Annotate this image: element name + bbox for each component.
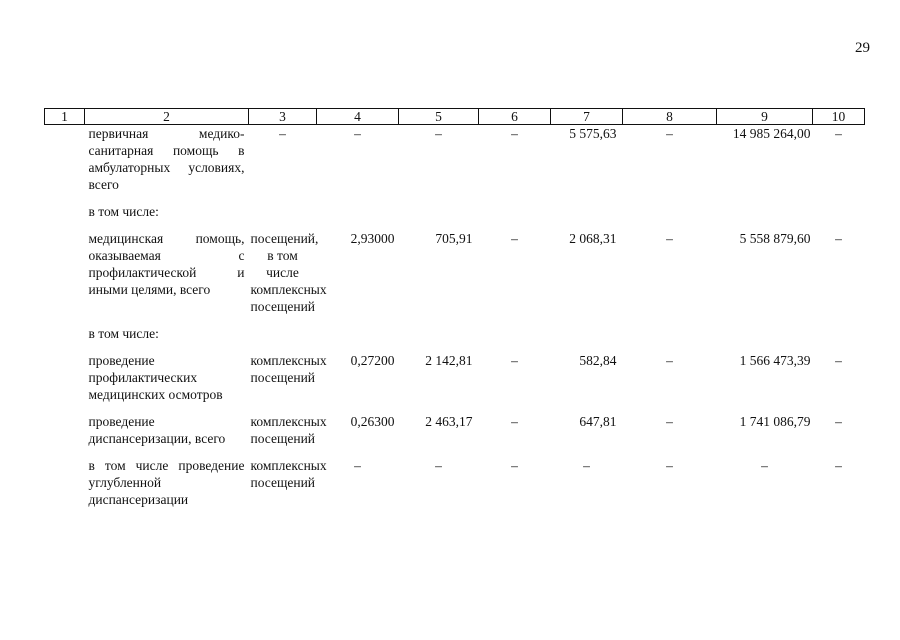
row-unit: –: [279, 126, 286, 141]
cell-c8: –: [666, 231, 673, 246]
cell-c7: 5 575,63: [569, 126, 617, 141]
cell-c9: 1 741 086,79: [739, 414, 811, 429]
column-header: 3: [249, 109, 317, 125]
column-header: 5: [399, 109, 479, 125]
column-header: 9: [717, 109, 813, 125]
cell-c8: –: [666, 126, 673, 141]
table-row: [45, 457, 865, 508]
table-row: [45, 352, 865, 403]
column-header: 7: [551, 109, 623, 125]
cell-c4: 2,93000: [350, 231, 395, 246]
cell-c9: 1 566 473,39: [739, 353, 811, 368]
table-row: [45, 325, 865, 342]
cell-c5: 705,91: [435, 231, 473, 246]
cell-c5: –: [435, 126, 442, 141]
row-name: в том числе проведение углубленной диспансеризации: [88, 458, 245, 507]
row-name: проведение профилактических медицинских осмотров: [88, 353, 223, 402]
row-name: проведение диспансеризации, всего: [88, 414, 226, 446]
cell-c4: 0,27200: [350, 353, 395, 368]
table-row: [45, 413, 865, 447]
cell-c7: 2 068,31: [569, 231, 617, 246]
column-header: 4: [317, 109, 399, 125]
cell-c8: –: [666, 458, 673, 473]
cell-c6: –: [511, 126, 518, 141]
column-number-row: [45, 109, 865, 125]
cell-c9: –: [761, 458, 768, 473]
row-name: первичная медико-санитарная помощь в амбулаторных условиях, всего: [88, 126, 245, 192]
row-unit: посещений, в том числе комплексных посещений: [250, 231, 327, 314]
table-row: [45, 230, 865, 315]
cell-c10: –: [835, 353, 842, 368]
column-header: 10: [813, 109, 865, 125]
cell-c6: –: [511, 231, 518, 246]
row-subhead: в том числе:: [88, 204, 159, 219]
tariff-table: [44, 108, 865, 508]
cell-c7: 647,81: [579, 414, 617, 429]
cell-c8: –: [666, 414, 673, 429]
row-name: медицинская помощь, оказываемая с профилактической и иными целями, всего: [88, 231, 245, 297]
cell-c4: –: [354, 126, 361, 141]
cell-c5: –: [435, 458, 442, 473]
cell-c9: 14 985 264,00: [732, 126, 811, 141]
column-header: 1: [45, 109, 85, 125]
cell-c10: –: [835, 231, 842, 246]
cell-c5: 2 463,17: [425, 414, 473, 429]
cell-c8: –: [666, 353, 673, 368]
row-subhead: в том числе:: [88, 326, 159, 341]
row-unit: комплексных посещений: [250, 353, 327, 385]
cell-c7: –: [583, 458, 590, 473]
cell-c10: –: [835, 458, 842, 473]
cell-c6: –: [511, 458, 518, 473]
cell-c9: 5 558 879,60: [739, 231, 811, 246]
cell-c5: 2 142,81: [425, 353, 473, 368]
cell-c4: –: [354, 458, 361, 473]
page-number: 29: [855, 40, 870, 56]
cell-c4: 0,26300: [350, 414, 395, 429]
cell-c10: –: [835, 126, 842, 141]
column-header: 2: [85, 109, 249, 125]
row-unit: комплексных посещений: [250, 414, 327, 446]
column-header: 6: [479, 109, 551, 125]
table-row: [45, 203, 865, 220]
cell-c10: –: [835, 414, 842, 429]
cell-c6: –: [511, 353, 518, 368]
column-header: 8: [623, 109, 717, 125]
row-unit: комплексных посещений: [250, 458, 327, 490]
table-row: [45, 125, 865, 194]
cell-c7: 582,84: [579, 353, 617, 368]
cell-c6: –: [511, 414, 518, 429]
